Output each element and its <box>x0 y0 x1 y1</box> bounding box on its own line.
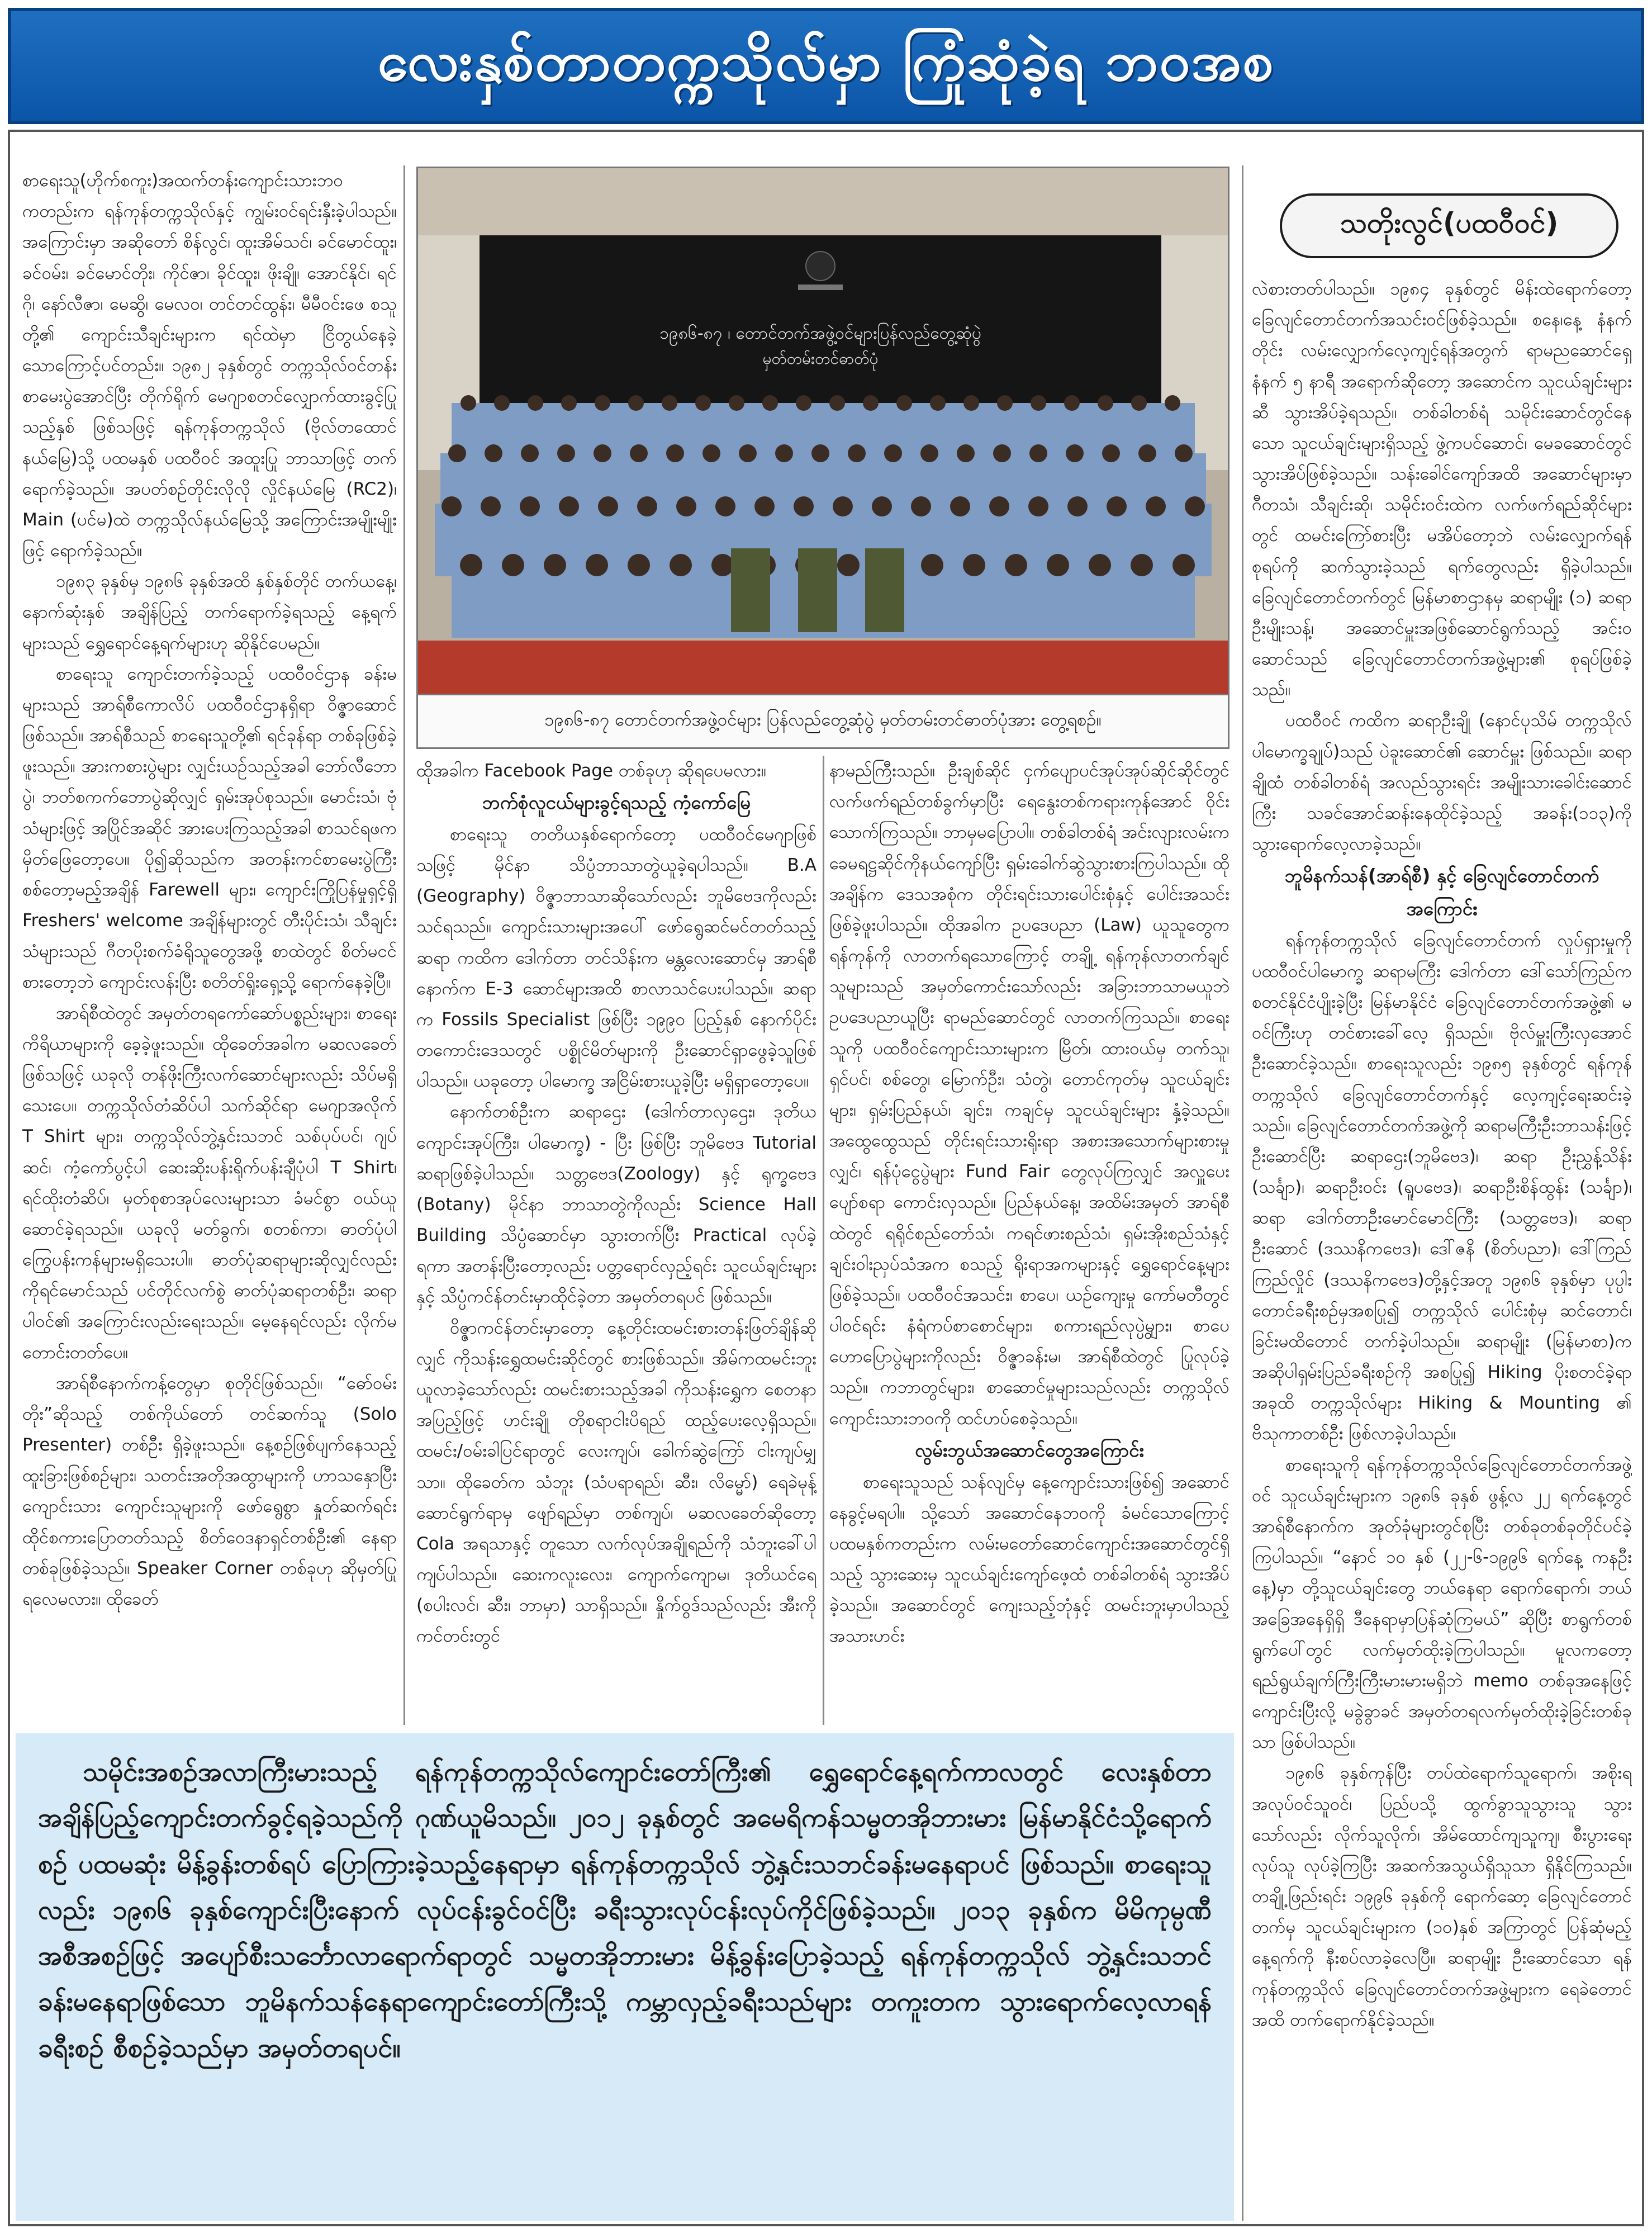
col2-paragraph: ဝိဇ္ဇာကင်န်တင်းမှာတော့ နေ့တိုင်းထမင်းစားတန်းဖြတ်ချိန်ဆိုလျှင် ကိုသန်းရွှေထမင်းဆိုင်တွင် စားဖြစ်သည်။ အိမ်ကထမင်းဘူးယူလာခဲ့သော်လည်း ထမင်းစားသည့်အခါ ကိုသန်းရွှေက စေတနာအပြည့်ဖြင့် ဟင်းချို တိုစရာငါးပိရည် ထည့်ပေးလေ့ရှိသည်။ ထမင်း/ဝမ်းခါပြင်ရာတွင် လေးကျပ်၊ ခေါက်ဆွဲကြော် ငါးကျပ်မျှသာ။ ထိုခေတ်က သံဘူး (သံပရာရည်၊ ဆီး၊ လိမ္မော်) ရေခဲမုန့် ဆောင်ရွက်ရာမှ ဖျော်ရည်မှာ တစ်ကျပ်၊ မဆလခေတ်ဆိုတော့ Cola အရသာနှင့် တူသော လက်လုပ်အချိုရည်ကို သံဘူးခေါ်ပါကျပ်ပါသည်။ ဆေးကလူးလေး၊ ကျောက်ကျောမ၊ ဒုတိယင်ရေ (စပါးလင်၊ ဆီး၊ ဘာမှာ) သာရှိသည်။ နှိုက်ဝွဒ်သည်လည်း အီးကိုကင်တင်းတွင် <box>416 1317 816 1647</box>
group-photo-image <box>418 168 1228 694</box>
col4-paragraph: ပထဝီဝင် ကထိက ဆရာဦးချို (နောင်ပုသိမ် တက္ကသိုလ်ပါမောက္ခချုပ်)သည် ပဲခူးဆောင်၏ ဆောင်မှူး ဖြစ်သည်။ ဆရာချိုထံ တစ်ခါတစ်ရံ အလည်သွားရင်း အမျိုးသားခေါင်းဆောင်ကြီး သခင်အောင်ဆန်းနေထိုင်ခဲ့သည့် အခန်း(၁၁၃)ကို သွားရောက်လေ့လာခဲ့သည်။ <box>1252 710 1632 855</box>
col4-paragraph: လဲစားတတ်ပါသည်။ ၁၉၈၄ ခုနှစ်တွင် မိန်းထဲရောက်တော့ ခြေလျင်တောင်တက်အသင်းဝင်ဖြစ်ခဲ့သည်။ စနေ၊နေ့ နံနက်တိုင်း လမ်းလျှောက်လေ့ကျင့်ရန်အတွက် ရာမညဆောင်ရှေ့ နံနက် ၅ နာရီ အရောက်ဆိုတော့ အဆောင်က သူငယ်ချင်းများဆီ သွားအိပ်ခဲ့ရသည်။ တစ်ခါတစ်ရံ သမိုင်းဆောင်တွင်နေသော သူငယ်ချင်းများရှိသည့် ဖွဲ့ကပင်ဆောင်၊ မေခဆောင်တွင် သွားအိပ်ဖြစ်ခဲ့သည်။ သန်းခေါင်ကျော်အထိ အဆောင်များမှာ ဂီတသံ၊ သီချင်းဆို၊ သမိုင်းဝင်းထဲက လက်ဖက်ရည်ဆိုင်များတွင် ထမင်းကြော်စားပြီး မအိပ်တော့ဘဲ လမ်းလျှောက်ရန် စုရပ်ကို ဆက်သွားခဲ့သည် ရက်တွေလည်း ရှိခဲ့ပါသည်။ ခြေလျင်တောင်တက်တွင် မြန်မာစာဌာနမှ ဆရာမျိုး (၁) ဆရာဦးမျိုးသန့်၊ အဆောင်မှူးအဖြစ်ဆောင်ရွက်သည့် အင်းဝဆောင်သည် ခြေလျင်တောင်တက်အဖွဲ့များ၏ စုရပ်ဖြစ်ခဲ့သည်။ <box>1252 279 1632 700</box>
column-divider <box>823 756 824 1725</box>
col1-paragraph: အာရ်စီနောက်ကန့်တွေမှာ စုတိုင်ဖြစ်သည်။ “ဓော်ဝမ်းတိုး”ဆိုသည့် တစ်ကိုယ်တော် တင်ဆက်သူ (Solo Presenter) တစ်ဦး ရှိခဲ့ဖူးသည်။ နေ့စဉ်ဖြစ်ပျက်နေသည့် ထူးခြားဖြစ်စဉ်များ၊ သတင်းအတိုအထွာများကို ဟာသနှောပြီး ကျောင်းသား ကျောင်းသူများကို ဖော်ရွေစွာ နှုတ်ဆက်ရင်း ထိုင်စကားပြောတတ်သည့် စိတ်ဝေဒနာရှင်တစ်ဦး၏ နေရာတစ်ခုဖြစ်ခဲ့သည်။ Speaker Corner တစ်ခုဟု ဆိုမှတ်ပြုရလေမလား။ ထိုခေတ် <box>22 1373 397 1609</box>
column-1 <box>22 165 397 1725</box>
highlight-summary-box <box>16 1733 1234 2221</box>
col2-paragraph: နောက်တစ်ဦးက ဆရာဌေး (ဒေါက်တာလှဌေး၊ ဒုတိယကျောင်းအုပ်ကြီး၊ ပါမောက္ခ) - ပြီး ဖြစ်ပြီး ဘူမိဗေဒ Tutorial ဆရာဖြစ်ခဲ့ပါသည်။ သတ္တဗေဒ(Zoology) နှင့် ရုက္ခဗေဒ (Botany) မိုင်နာ ဘာသာတွဲကိုလည်း Science Hall Building သိပ္ပံဆောင်မှာ သွားတက်ပြီး Practical လုပ်ခဲ့ရကာ အတန်းပြီးတော့လည်း ပတ္တရောင်လှည့်ရင်း သူငယ်ချင်းများနှင့် သိပ္ပံကင်န်တင်းမှာထိုင်ခဲ့တာ အမှတ်တရပင် ဖြစ်သည်။ <box>416 1102 816 1307</box>
article-title: လေးနှစ်တာတက္ကသိုလ်မှာ ကြုံဆုံခဲ့ရ ဘဝအစ <box>377 29 1275 93</box>
group-photo <box>416 167 1229 695</box>
column-divider <box>403 165 405 1725</box>
col1-paragraph: ၁၉၈၃ ခုနှစ်မှ ၁၉၈၆ ခုနှစ်အထိ နှစ်နှစ်တိုင် တက်ယနေ့၊ နောက်ဆုံးနှစ် အချိန်ပြည့် တက်ရောက်ခဲ့ရသည့် နေ့ရက်များသည် ရွှေရောင်နေ့ရက်များဟု ဆိုနိုင်ပေမည်။ <box>22 571 397 653</box>
col4-paragraph: ၁၉၈၆ ခုနှစ်ကုန်ပြီး တပ်ထဲရောက်သူရောက်၊ အစိုးရအလုပ်ဝင်သူဝင်၊ ပြည်ပသို့ ထွက်ခွာသူသွားသူ သွားသော်လည်း လိုက်သူလိုက်၊ အိမ်ထောင်ကျသူကျ၊ စီးပွားရေး လုပ်သူ လုပ်ခဲ့ကြပြီး အဆက်အသွယ်ရှိသူသာ ရှိနိုင်ကြသည်။ တချို့ဖြည်းရင်း ၁၉၉၆ ခုနှစ်ကို ရောက်ဆော့ ခြေလျင်တောင်တက်မှ သူငယ်ချင်းများက (၁၀)နှစ် အကြာတွင် ပြန်ဆုံမည့်နေ့ရက်ကို နီးစပ်လာခဲ့လေပြီ။ ဆရာမျိုး ဦးဆောင်သော ရန်ကုန်တက္ကသိုလ် ခြေလျင်တောင်တက်အဖွဲ့များက ရေခဲတောင်အထိ တက်ရောက်နိုင်ခဲ့သည်။ <box>1252 1763 1632 2030</box>
column-3 <box>829 756 1229 1725</box>
col4-subheading: ဘူမိနက်သန်(အာရ်စီ) နှင့် ခြေလျင်တောင်တက်အကြောင်း <box>1284 865 1599 919</box>
column-4 <box>1252 274 1632 2221</box>
author-byline: သတိုးလွင်(ပထဝီဝင်) <box>1280 193 1618 258</box>
col3-subheading: လွမ်းဘွယ်အဆောင်တွေအကြောင်း <box>915 1439 1144 1461</box>
col2-paragraph: စာရေးသူ တတိယနှစ်ရောက်တော့ ပထဝီဝင်မေဂျာဖြစ်သဖြင့် မိုင်နာ သိပ္ပံဘာသာတွဲယူခဲ့ရပါသည်။ B.A (Geography) ဝိဇ္ဇာဘာသာဆိုသော်လည်း ဘူမိဗေဒကိုလည်း သင်ရသည်။ ကျောင်းသားများအပေါ် ဖော်ရွေဆင်မင်တတ်သည့် ဆရာ ကထိက ဒေါက်တာ တင်သိန်းက မန္တလေးဆောင်မှ အာရ်စီ နောက်က E-3 ဆောင်များအထိ စာလာသင်ပေးပါသည်။ ဆရာက Fossils Specialist ဖြစ်ပြီး ၁၉၉၀ ပြည့်နှစ် နောက်ပိုင်း တကောင်းဒေသတွင် ပစ္စိုင်မိတ်များကို ဦးဆောင်ရှာဖွေခဲ့သူဖြစ်ပါသည်။ ယခုတော့ ပါမောက္ခ အငြိမ်းစားယူခဲ့ပြီး မရှိရှာတော့ပေ။ <box>416 824 816 1092</box>
col3-paragraph: နာမည်ကြီးသည်။ ဦးချစ်ဆိုင် ငှက်ပျောပင်အုပ်အုပ်ဆိုင်ဆိုင်တွင် လက်ဖက်ရည်တစ်ခွက်မှာပြီး ရေနွေးတစ်ကရားကုန်အောင် ဝိုင်းသောက်ကြသည်။ ဘာမှမပြောပါ။ တစ်ခါတစ်ရံ အင်းလျားလမ်းက ခေမရဋ္ဌဆိုင်ကိုနယ်ကျော်ပြီး ရှမ်းခေါက်ဆွဲသွားစားကြပါသည်။ ထိုအချိန်က ဒေသအစုံက တိုင်းရင်းသားပေါင်းစုံနှင့် ပေါင်းအသင်းဖြစ်ခဲ့ဖူးပါသည်။ ထိုအခါက ဥပဒေပညာ (Law) ယူသူတွေက ရန်ကုန်ကို လာတက်ရသောကြောင့် တချို့ ရန်ကုန်လာတက်ချင်သူများသည် အမှတ်ကောင်းသော်လည်း အခြားဘာသာမယူဘဲ ဥပဒေပညာယူပြီး ရာမည်ဆောင်တွင် လာတက်ကြသည်။ စာရေးသူကို ပထဝီဝင်ကျောင်းသားများက မြိတ်၊ ထားဝယ်မှ တက်သူ၊ ရှင်ပင်၊ စစ်တွေ၊ မြောက်ဦး၊ သံတွဲ၊ တောင်ကုတ်မှ သူငယ်ချင်းများ၊ ရှမ်းပြည်နယ်၊ ချင်း၊ ကချင်မှ သူငယ်ချင်းများ နှံ့ခဲ့သည်။ အထွေထွေသည် တိုင်းရင်းသားရိုးရာ အစားအသောက်များစားမှုလျှင်၊ ရန်ပုံငွေပွဲများ Fund Fair တွေလုပ်ကြလျှင် အလှူပေးပျော်စရာ ကောင်းလှသည်။ ပြည်နယ်နေ့၊ အထိမ်းအမှတ် အာရ်စီထဲတွင် ရရိုင်စည်တော်သံ၊ ကရင်ဖားစည်သံ၊ ရှမ်းအိုးစည်သံနှင့် ချင်းဝါးညှပ်သံအက စသည့် ရိုးရာအကများနှင့် ရွှေရောင်နေ့များ ဖြစ်ခဲ့သည်။ ပထဝီဝင်အသင်း၊ စာပေ၊ ယဉ်ကျေးမှု ကော်မတီတွင်ပါဝင်ရင်း နံရံကပ်စာစောင်များ၊ စကားရည်လုပ္ပွဲများ၊ စာပေဟောပြောပွဲများကိုလည်း ဝိဇ္ဇာခန်းမ၊ အာရ်စီထဲတွင် ပြုလုပ်ခဲ့သည်။ ကဘာတွင်များ၊ စာဆောင်မှုများသည်လည်း တက္ကသိုလ်ကျောင်းသားဘဝကို ထင်ဟပ်စေခဲ့သည်။ <box>829 761 1229 1429</box>
photo-banner-line1: ၁၉၈၆-၈၇ ၊ တောင်တက်အဖွဲ့ဝင်များပြန်လည်တွေ့ဆုံပွဲ <box>659 324 981 343</box>
col4-paragraph: ရန်ကုန်တက္ကသိုလ် ခြေလျင်တောင်တက် လှုပ်ရှားမှုကို ပထဝီဝင်ပါမောက္ခ ဆရာမကြီး ဒေါက်တာ ဒေါ်သော်ကြည်က စတင်နိုင်ငံပျိုးခဲ့ပြီး မြန်မာနိုင်ငံ ခြေလျင်တောင်တက်အဖွဲ့၏ မဝင်ကြီးဟု တင်စားခေါ်လေ့ ရှိသည်။ ဗိုလ်မှူးကြီးလှအောင် ဦးဆောင်ခဲ့သည်။ စာရေးသူလည်း ၁၉၈၅ ခုနှစ်တွင် ရန်ကုန်တက္ကသိုလ် ခြေလျင်တောင်တက်နှင့် လေ့ကျင့်ရေးဆင်းခဲ့သည်။ ခြေလျင်တောင်တက်အဖွဲ့ကို ဆရာမကြီးဦးဘာသန်းဖြင့် ဦးဆောင်ပြီး ဆရာဌေး(ဘူမိဗေဒ)၊ ဆရာ ဦးညွှန့်သိန်း (သင်္ချာ)၊ ဆရာဦးဝင်း (ရူပဗေဒ)၊ ဆရာဦးစိန်ထွန်း (သင်္ချာ)၊ ဆရာ ဒေါက်တာဦးမောင်မောင်ကြီး (သတ္တဗေဒ)၊ ဆရာ ဦးဆောင် (ဒဿနိကဗေဒ)၊ ဒေါ်ဇနိ (စိတ်ပညာ)၊ ဒေါ်ကြည်ကြည်လှိုင် (ဒဿနိကဗေဒ)တို့နှင့်အတူ ၁၉၈၆ ခုနှစ်မှာ ပုပ္ပါးတောင်ခရီးစဉ်မှအစပြု၍ တက္ကသိုလ် ပေါင်းစုံမှ ဆင်တောင်၊ ခြင်းမထိတောင် တက်ခဲ့ပါသည်။ ဆရာမျိုး (မြန်မာစာ)က အဆိုပါရှမ်းပြည်ခရီးစဉ်ကို အစပြု၍ Hiking ပိုးစတင်ခဲ့ရာ အခုထိ တက္ကသိုလ်များ Hiking & Mounting ၏ ဗိသုကာတစ်ဦး ဖြစ်လာခဲ့ပါသည်။ <box>1252 930 1632 1444</box>
photo-banner-line2: မှတ်တမ်းတင်ဓာတ်ပုံ <box>762 349 879 368</box>
col1-paragraph: အာရ်စီထဲတွင် အမှတ်တရကော်ဆော်ပစ္စည်းများ၊ စာရေးကိရိယာများကို ခေ့ခဲ့ဖူးသည်။ ထိုခေတ်အခါက မဆလခေတ်ဖြစ်သဖြင့် ယခုလို တန်ဖိုးကြီးလက်ဆောင်များလည်း သိပ်မရှိသေးပေ။ တက္ကသိုလ်တံဆိပ်ပါ သက်ဆိုင်ရာ မေဂျာအလိုက် T Shirt များ၊ တက္ကသိုလ်ဘွဲ့နှင်းသဘင် သစ်ပုပ်ပင်၊ ဂျပ်ဆင်၊ ကံ့ကော်ပွင့်ပါ ဆေးဆိုးပန်းရိုက်ပန်းချီပုံပါ T Shirt၊ ရင်ထိုးတံဆိပ်၊ မှတ်စုစာအုပ်လေးများသာ ခံမင်စွာ ဝယ်ယူဆောင်ခဲ့ရသည်။ ယခုလို မတ်ခွက်၊ စတစ်ကာ၊ ဓာတ်ပုံပါ ကြွေပန်းကန်များမရှိသေးပါ။ ဓာတ်ပုံဆရာများဆိုလျှင်လည်း ကိုရင်မောင်သည် ပင်တိုင်လက်စွဲ ဓာတ်ပုံဆရာတစ်ဦး၊ ဆရာပါဝင်၏ အကြောင်းလည်းရေးသည်။ မေ့နေရင်လည်း လိုက်မတောင်းတတ်ပေ။ <box>22 1003 397 1363</box>
col1-paragraph: စာရေးသူ ကျောင်းတက်ခဲ့သည့် ပထဝီဝင်ဌာန ခန်းမများသည် အာရ်စီကောလိပ် ပထဝီဝင်ဌာနရှိရာ ဝိဇ္ဇာဆောင်ဖြစ်သည်။ အာရ်စီသည် စာရေးသူတို့၏ ရင်ခုန်ရာ တစ်ခုဖြစ်ခဲ့ဖူးသည်။ အားကစားပွဲများ လျှင်းယဉ်သည့်အခါ ဘော်လီဘောပွဲ၊ ဘတ်စကက်ဘောပွဲဆိုလျှင် ရှမ်းအုပ်စုသည်။ မောင်းသံ၊ ဗုံသံများဖြင့် အပြိုင်အဆိုင် အားပေးကြသည့်အခါ စာသင်ရဖက မှိတ်ဖြေတော့ပေ။ ပို၍ဆိုသည်က အတန်းကင်စာမေးပွဲကြီး စစ်တော့မည့်အချိန် Farewell များ၊ ကျောင်းကြိုပြန်မှုရှင့်ရှိ Freshers' welcome အချိန်များတွင် တီးပိုင်းသံ၊ သီချင်းသံများသည် ဂီတပိုးစက်ခံရိုသူတွေအဖို့ စာထဲတွင် စိတ်မငင်စားတော့ဘဲ ကျောင်းလန်းပြီး စတိတ်ရှိုးရှေ့သို့ ရောက်နေခဲ့ပြီ။ <box>22 663 397 993</box>
photo-caption: ၁၉၈၆-၈၇ တောင်တက်အဖွဲ့ဝင်များ ပြန်လည်တွေ့ဆုံပွဲ မှတ်တမ်းတင်ဓာတ်ပုံအား တွေ့ရစဉ်။ <box>416 695 1229 749</box>
col1-paragraph: စာရေးသူ(ဟိုက်စကူး)အထက်တန်းကျောင်းသားဘဝကတည်းက ရန်ကုန်တက္ကသိုလ်နှင့် ကျွမ်းဝင်ရင်းနှီးခဲ့ပါသည်။ အကြောင်းမှာ အဆိုတော် စိန်လွင်၊ ထူးအိမ်သင်၊ ခင်မောင်ထူး၊ ခင်ဝမ်း၊ ခင်မောင်တိုး၊ ကိုင်ဇာ၊ ခိုင်ထူး၊ ဖိုးချို၊ အောင်နိုင်၊ ရင်ဂို၊ နော်လီဇာ၊ မေဆွိ၊ မေလဝ၊ တင်တင်ထွန်း၊ မီမီဝင်းဖေ စသူတို့၏ ကျောင်းသီချင်းများက ရင်ထဲမှာ ငြိတွယ်နေခဲ့သောကြောင့်ပင်တည်း။ ၁၉၈၂ ခုနှစ်တွင် တက္ကသိုလ်ဝင်တန်းစာမေးပွဲအောင်ပြီး တိုက်ရိုက် မေဂျာစတင်လျှောက်ထားခွင့်ပြုသည့်နှစ် ဖြစ်သဖြင့် ရန်ကုန်တက္ကသိုလ် (ဗိုလ်တထောင်နယ်မြေ)သို့ ပထမနှစ် ပထဝီဝင် အထူးပြု ဘာသာဖြင့် တက်ရောက်ခဲ့သည်။ အပတ်စဉ်တိုင်းလိုလို လှိုင်နယ်မြေ (RC2)၊ Main (ပင်မ)ထဲ တက္ကသိုလ်နယ်မြေသို့ အကြောင်းအမျိုးမျိုးဖြင့် ရောက်ခဲ့သည်။ <box>22 170 397 561</box>
column-divider <box>1242 165 1243 2221</box>
title-banner <box>8 8 1644 124</box>
col2-paragraph: ထိုအခါက Facebook Page တစ်ခုဟု ဆိုရပေမလား။ <box>416 761 767 781</box>
column-2 <box>416 756 816 1725</box>
col2-subheading: ဘက်စုံလူငယ်များခွင့်ရသည့် ကံ့ကော်မြေ <box>482 791 751 814</box>
highlight-text: သမိုင်းအစဉ်အလာကြီးမားသည့် ရန်ကုန်တက္ကသိုလ်ကျောင်းတော်ကြီး၏ ရွှေရောင်နေ့ရက်ကာလတွင် လေးနှစ်တာ အချိန်ပြည့်ကျောင်းတက်ခွင့်ရခဲ့သည်ကို ဂုဏ်ယူမိသည်။ ၂၀၁၂ ခုနှစ်တွင် အမေရိကန်သမ္မတအိုဘားမား မြန်မာနိုင်ငံသို့ရောက်စဉ် ပထမဆုံး မိန့်ခွန်းတစ်ရပ် ပြောကြားခဲ့သည့်နေရာမှာ ရန်ကုန်တက္ကသိုလ် ဘွဲ့နှင်းသဘင်ခန်းမနေရာပင် ဖြစ်သည်။ စာရေးသူလည်း ၁၉၈၆ ခုနှစ်ကျောင်းပြီးနောက် လုပ်ငန်းခွင်ဝင်ပြီး ခရီးသွားလုပ်ငန်းလုပ်ကိုင်ဖြစ်ခဲ့သည်။ ၂၀၁၃ ခုနှစ်က မိမိကုမ္ပဏီအစီအစဉ်ဖြင့် အပျော်စီးသင်္ဘောလာရောက်ရာတွင် သမ္မတအိုဘားမား မိန့်ခွန်းပြောခဲ့သည့် ရန်ကုန်တက္ကသိုလ် ဘွဲ့နှင်းသဘင်ခန်းမနေရာဖြစ်သော ဘူမိနက်သန်နေရာကျောင်းတော်ကြီးသို့ ကမ္ဘာလှည့်ခရီးသည်များ တကူးတက သွားရောက်လေ့လာရန်ခရီးစဉ် စီစဉ်ခဲ့သည်မှာ အမှတ်တရပင်။ <box>38 1757 1212 2064</box>
col4-paragraph: စာရေးသူကို ရန်ကုန်တက္ကသိုလ်ခြေလျင်တောင်တက်အဖွဲ့ဝင် သူငယ်ချင်းများက ၁၉၈၆ ခုနှစ် ဖွန့်လ ၂၂ ရက်နေ့တွင် အာရ်စီနောက်က အုတ်ခုံများတွင်စုပြီး တစ်ခုတစ်ခုတိုင်ပင်ခဲ့ကြပါသည်။ “နောင် ၁၀ နှစ် (၂၂-၆-၁၉၉၆ ရက်နေ့ ကနဦးနေ့)မှာ တို့သူငယ်ချင်းတွေ ဘယ်နေရာ ရောက်ရောက်၊ ဘယ်အခြေအနေရှိရှိ ဒီနေရာမှာပြန်ဆုံကြမယ်” ဆိုပြီး စာရွက်တစ်ရွက်ပေါ်တွင် လက်မှတ်ထိုးခဲ့ကြပါသည်။ မူလကတော့ ရည်ရွယ်ချက်ကြီးကြီးမားမားမရှိဘဲ memo တစ်ခုအနေဖြင့် ကျောင်းပြီးလို့ မခွဲခွာခင် အမှတ်တရလက်မှတ်ထိုးခဲ့ခြင်းတစ်ခုသာ ဖြစ်ပါသည်။ <box>1252 1454 1632 1753</box>
col3-paragraph: စာရေးသူသည် သန်လျင်မှ နေ့ကျောင်းသားဖြစ်၍ အဆောင်နေခွင့်မရပါ။ သို့သော် အဆောင်နေဘဝကို ခံမင်သောကြောင့် ပထမနှစ်ကတည်းက လမ်းမတော်ဆောင်ကျောင်းအဆောင်တွင်ရှိသည့် သွားဆေးမှ သူငယ်ချင်းကျော်ဖေ့ထံ တစ်ခါတစ်ရံ သွားအိပ်ခဲ့သည်။ အဆောင်တွင် ကျေးသည့်ဘုံနှင့် ထမင်းဘူးမှာပါသည့် အသားဟင်း <box>829 1472 1229 1647</box>
